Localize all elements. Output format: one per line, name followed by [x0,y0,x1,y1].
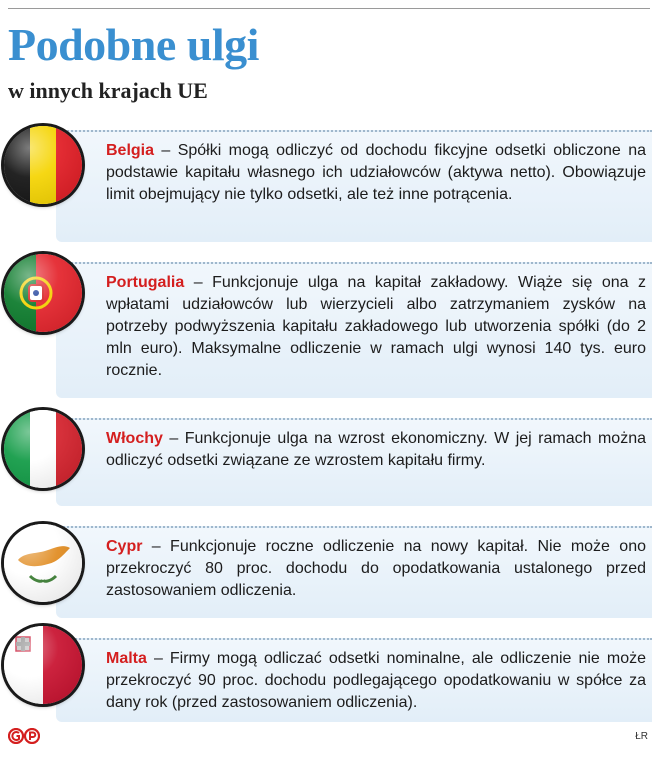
italy-flag-icon [4,410,82,488]
page-subtitle: w innych krajach UE [8,78,208,103]
page-title: Podobne ulgi [8,19,259,70]
belgium-flag-icon [4,126,82,204]
portugal-flag-icon [4,254,82,332]
list-item-portugalia [0,262,658,398]
entry-text [106,428,646,472]
country-name: Cypr [106,538,143,555]
malta-flag-icon [4,626,82,704]
entry-text [106,648,646,714]
country-name: Belgia [106,142,155,159]
entry-text [106,140,646,206]
entry-description: – Funkcjonuje ulga na kapitał zakładowy. Wiąże się ona z wpłatami udziałowców lub wierzycieli albo zatrzymaniem zysków na potrzeby podwyższenia kapitału zakładowego lub utworzenia spółki (do 2 mln euro). Maksymalne odliczenie w ramach ulgi wynosi 140 tys. euro rocznie. [106,274,646,379]
country-name: Włochy [106,430,163,447]
list-item-malta [0,638,658,722]
entry-description: – Funkcjonuje roczne odliczenie na nowy kapitał. Nie może ono przekroczyć 80 proc. dochodu do opodatkowania ustalonego przed zastosowaniem odliczenia. [106,538,646,599]
entry-description: – Firmy mogą odliczać odsetki nominalne, ale odliczenie nie może przekroczyć 90 proc. dochodu podlegającego opodatkowaniu w spółce za dany rok (przed zastosowaniem odliczenia). [106,650,646,711]
cyprus-flag-icon [4,524,82,602]
author-credit: ŁR [635,731,648,742]
entry-text [106,536,646,602]
country-name: Portugalia [106,274,185,291]
list-item-cypr [0,526,658,618]
entry-text [106,272,646,382]
top-rule [8,8,650,9]
country-name: Malta [106,650,147,667]
gp-logo-icon [8,728,40,744]
entry-description: – Funkcjonuje ulga na wzrost ekonomiczny. W jej ramach można odliczyć odsetki związane ze wzrostem kapitału firmy. [106,430,646,469]
list-item-wlochy [0,418,658,506]
entry-description: – Spółki mogą odliczyć od dochodu fikcyjne odsetki obliczone na podstawie kapitału własnego ich udziałowców (aktywa netto). Obowiązuje limit obejmujący nie tylko odsetki, ale też inne potrącenia. [106,142,646,203]
list-item-belgia [0,130,658,242]
